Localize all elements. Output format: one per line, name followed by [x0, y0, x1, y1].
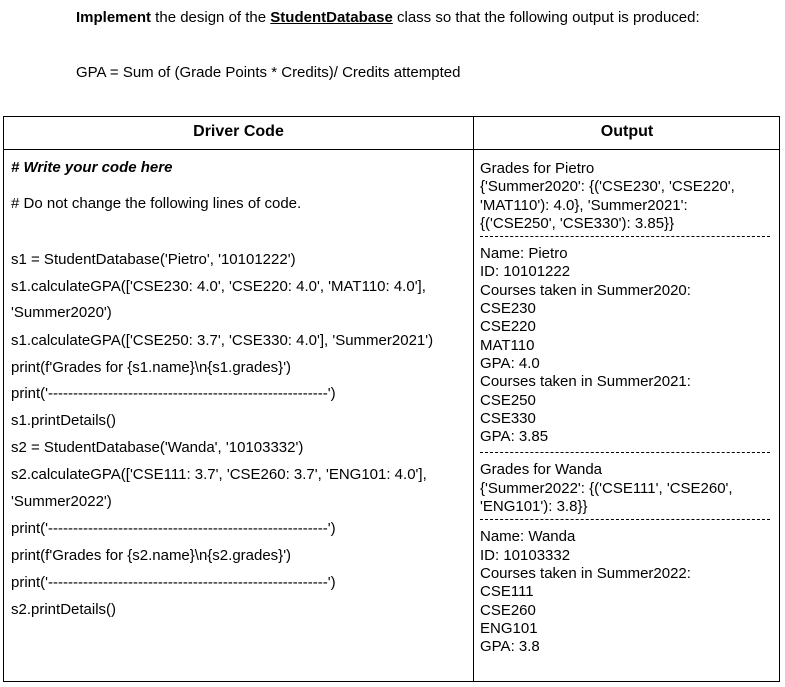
output-line: Grades for Wanda: [480, 461, 602, 479]
code-line: s1.printDetails(): [11, 412, 117, 429]
code-line: s2.printDetails(): [11, 601, 117, 618]
comment-write-code: # Write your code here: [11, 159, 173, 176]
output-line: GPA: 3.8: [480, 638, 540, 656]
code-line: print('--------------------------------------------------------'): [11, 574, 336, 591]
code-line: s1.calculateGPA(['CSE250: 3.7', 'CSE330: 4.0'], 'Summer2021'): [11, 332, 434, 349]
code-line: s2 = StudentDatabase('Wanda', '10103332'): [11, 439, 304, 456]
implement-word: Implement: [76, 9, 152, 26]
output-line: MAT110: [480, 336, 535, 354]
output-line: 'MAT110'): 4.0}, 'Summer2021':: [480, 196, 688, 214]
code-line: s1.calculateGPA(['CSE230: 4.0', 'CSE220: 4.0', 'MAT110: 4.0'],: [11, 278, 426, 295]
output-line: {'Summer2020': {('CSE230', 'CSE220',: [480, 178, 735, 196]
header-divider: [4, 149, 779, 150]
code-line: s2.calculateGPA(['CSE111: 3.7', 'CSE260: 3.7', 'ENG101: 4.0'],: [11, 466, 427, 483]
output-line: CSE220: [480, 318, 536, 336]
code-line: print(f'Grades for {s2.name}\n{s2.grades}'): [11, 547, 292, 564]
output-separator: [480, 452, 770, 453]
code-line: 'Summer2020'): [11, 304, 112, 321]
output-line: ENG101: [480, 619, 538, 637]
class-name: StudentDatabase: [270, 9, 393, 26]
output-line: CSE250: [480, 391, 536, 409]
output-line: CSE260: [480, 601, 536, 619]
output-separator: [480, 236, 770, 237]
code-output-table: [3, 116, 780, 682]
driver-code-header: Driver Code: [193, 123, 284, 140]
code-line: s1 = StudentDatabase('Pietro', '10101222'): [11, 251, 296, 268]
code-line: print('--------------------------------------------------------'): [11, 520, 336, 537]
output-line: Courses taken in Summer2020:: [480, 281, 691, 299]
output-line: GPA: 4.0: [480, 354, 540, 372]
code-line: print(f'Grades for {s1.name}\n{s1.grades}'): [11, 359, 292, 376]
output-line: CSE230: [480, 300, 536, 318]
output-line: Courses taken in Summer2022:: [480, 564, 691, 582]
instructions: [76, 8, 756, 27]
column-divider: [473, 117, 474, 681]
output-line: {'Summer2022': {('CSE111', 'CSE260',: [480, 479, 733, 497]
output-line: ID: 10103332: [480, 546, 571, 564]
output-line: Grades for Pietro: [480, 160, 595, 177]
output-header: Output: [600, 123, 654, 140]
code-line: 'Summer2022'): [11, 493, 112, 510]
output-line: CSE111: [480, 583, 534, 601]
output-line: CSE330: [480, 409, 536, 427]
output-line: {('CSE250', 'CSE330'): 3.85}}: [480, 214, 675, 232]
output-separator: [480, 519, 770, 520]
output-line: GPA: 3.85: [480, 428, 549, 446]
output-line: ID: 10101222: [480, 263, 571, 281]
gpa-formula: GPA = Sum of (Grade Points * Credits)/ Credits attempted: [76, 64, 461, 81]
program-output: [480, 160, 774, 656]
comment-do-not-change: # Do not change the following lines of code.: [11, 195, 302, 212]
output-line: Courses taken in Summer2021:: [480, 373, 691, 391]
output-line: Name: Wanda: [480, 528, 576, 546]
output-line: Name: Pietro: [480, 245, 568, 263]
intro-text-2: class so that the following output is produced:: [392, 9, 700, 26]
output-line: 'ENG101'): 3.8}}: [480, 498, 588, 516]
code-line: print('--------------------------------------------------------'): [11, 385, 336, 402]
intro-text-1: the design of the: [151, 9, 271, 26]
